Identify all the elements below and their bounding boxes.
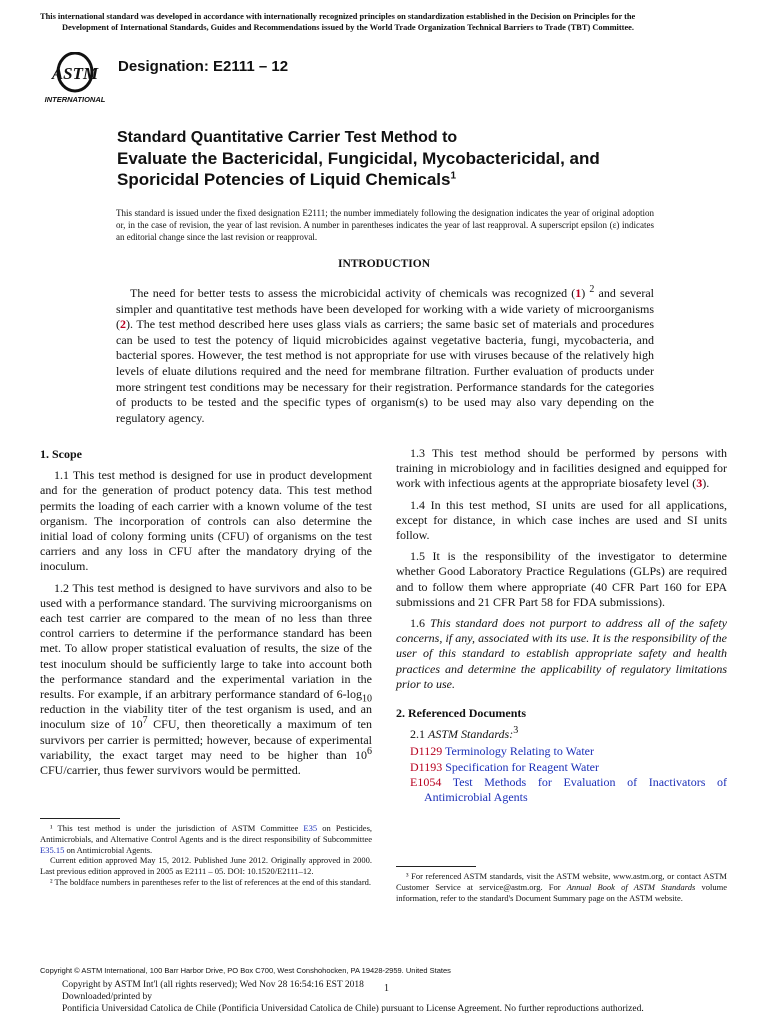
- referenced-item: [396, 744, 727, 759]
- introduction-body: The need for better tests to assess the microbicidal activity of chemicals was recognized (1) $^2$ and several simpler and quantitative test methods have been developed for working with a wide variety of microorganisms (2). The test method described here uses glass vials as carriers; the same basic set of materials and procedures can be used to test the potency of liquid microbicides against vegetative bacteria, fungi, mycobacteria, and bacterial spores. However, the test method is not appropriate for use with viruses because of the relatively high levels of eluate dilutions required and the need for membrane filtration. Further evaluation of products under more stringent test conditions may be necessary for their registration. Performance standards for the categories of products to be tested and the specific types of organism(s) to be used may also vary depending on the regulatory agency.: [116, 284, 655, 425]
- footnote-1: ¹ This test method is under the jurisdiction of ASTM Committee E35 on Pesticides, Antimicrobials, and Alternative Control Agents and is the direct responsibility of Subcommittee E35.15 on Antimicrobial Agents.: [40, 823, 372, 855]
- standard-title-link[interactable]: Terminology Relating to Water: [445, 744, 594, 759]
- standard-code-link[interactable]: E1054: [410, 774, 442, 789]
- section-1-3: 1.3 This test method should be performed by persons with training in microbiology and in facilities designed and equipped for work with infectious agents at the appropriate biosafety level (3).: [396, 446, 727, 491]
- document-title: [117, 128, 677, 190]
- introduction-heading: INTRODUCTION: [337, 258, 430, 270]
- designation: Designation: E2111 – 12: [118, 58, 289, 75]
- tbt-notice-line1: This international standard was developed in accordance with internationally recognized principles on standardization established in the Decision on Principles for the: [40, 12, 636, 21]
- astm-logo: [42, 52, 112, 106]
- standard-title-link[interactable]: Test Methods for Evaluation of Inactivators of Antimicrobial Agents: [424, 774, 727, 805]
- footnote-1-edition: Current edition approved May 15, 2012. Published June 2012. Originally approved in 2000. Last previous edition approved in 2005 as E2111 – 05. DOI: 10.1520/E2111–12.: [40, 855, 372, 877]
- referenced-item: [396, 775, 727, 805]
- download-line-2: Downloaded/printed by: [62, 992, 152, 1002]
- title-footnote-mark: 1: [450, 170, 457, 182]
- logo-subtext: INTERNATIONAL: [44, 95, 106, 104]
- tbt-notice: [40, 12, 730, 33]
- section-1-1: 1.1 This test method is designed for use in product development and for the generation of product potency data. This test method permits the loading of each carrier with a known volume of the test organism. The incorporation of controls can also determine the initial load of colony forming units (CFU) of organisms on the test carriers and any loss in CFU after the mandatory drying of the inoculum.: [40, 468, 372, 574]
- title-line2: Evaluate the Bactericidal, Fungicidal, Mycobactericidal, and: [117, 149, 600, 168]
- standard-code-link[interactable]: D1129: [410, 744, 443, 759]
- section-2-1: 2.1 ASTM Standards:$^3$: [410, 725, 519, 742]
- title-line1: Standard Quantitative Carrier Test Method to: [117, 129, 458, 146]
- referenced-documents-heading: 2. Referenced Documents: [396, 706, 527, 721]
- section-1-2: 1.2 This test method is designed to have survivors and also to be used with a performance standard. The surviving microorganisms on each test carrier are compared to the mean of no less than three control carriers to determine if the performance standard has been met. To allow proper statistical evaluation of results, the size of the test inoculum should be sufficiently large to take into account both the performance standard and the experimental variation in the results. For example, if an arbitrary performance standard of $6-\log_{10}$ reduction in the viability titer of the test organism is used, and an inoculum size of $10^7$ CFU, then theoretically a maximum of ten survivors per carrier is permitted; however, because of experimental variability, the exact target may need to be higher than $10^6$ CFU/carrier, thus fewer survivors would be permitted.: [40, 580, 373, 778]
- scope-heading: 1. Scope: [40, 447, 82, 461]
- footnotes-right: [396, 866, 727, 903]
- copyright-line: Copyright © ASTM International, 100 Barr Harbor Drive, PO Box C700, West Conshohocken, PA 19428-2959. United States: [40, 966, 451, 975]
- referenced-item: [396, 760, 727, 775]
- right-column: [396, 446, 727, 805]
- standard-title-link[interactable]: Specification for Reagent Water: [445, 759, 599, 774]
- left-column: [40, 447, 372, 784]
- footnote-3: ³ For referenced ASTM standards, visit the ASTM website, www.astm.org, or contact ASTM Customer Service at service@astm.org. For Annual Book of ASTM Standards volume information, refer to the standard's Document Summary page on the ASTM website.: [396, 871, 727, 903]
- committee-link[interactable]: E35: [303, 823, 318, 833]
- tbt-notice-line2: Development of International Standards, Guides and Recommendations issued by the World Trade Organization Technical Barriers to Trade (TBT) Committee.: [62, 22, 634, 32]
- section-1-6: 1.6 This standard does not purport to address all of the safety concerns, if any, associated with its use. It is the responsibility of the user of this standard to establish appropriate safety and health practices and determine the applicability of regulatory limitations prior to use.: [396, 616, 728, 691]
- download-line-3: Pontificia Universidad Catolica de Chile (Pontificia Universidad Catolica de Chile) pursuant to License Agreement. No further reproductions authorized.: [62, 1004, 644, 1014]
- title-line3: Sporicidal Potencies of Liquid Chemicals: [117, 170, 451, 189]
- ref-link-1[interactable]: 1: [575, 286, 582, 300]
- intro-footnote-2: 2: [589, 284, 595, 295]
- referenced-standards-list: [396, 744, 727, 805]
- ref-link-2[interactable]: 2: [120, 317, 126, 332]
- subcommittee-link[interactable]: E35.15: [40, 844, 65, 855]
- page-number: 1: [384, 983, 389, 994]
- section-1-4: 1.4 In this test method, SI units are used for all applications, except for distance, in which case inches are used and SI units follow.: [396, 497, 727, 543]
- standard-code-link[interactable]: D1193: [410, 759, 443, 774]
- logo-text: ASTM: [51, 64, 99, 83]
- section-1-5: 1.5 It is the responsibility of the investigator to determine whether Good Laboratory Practice Regulations (GLPs) are required and to follow them where appropriate (40 CFR Part 160 for EPA submissions and 21 CFR Part 58 for FDA submissions).: [396, 549, 727, 609]
- issue-note: This standard is issued under the fixed designation E2111; the number immediately following the designation indicates the year of original adoption or, in the case of revision, the year of last revision. A number in parentheses indicates the year of last reapproval. A superscript epsilon (ε) indicates an editorial change since the last revision or reapproval.: [116, 208, 654, 242]
- footnotes-left: [40, 818, 372, 888]
- download-line-1: Copyright by ASTM Int'l (all rights reserved); Wed Nov 28 16:54:16 EST 2018: [62, 980, 364, 990]
- footnote-2: ² The boldface numbers in parentheses refer to the list of references at the end of this standard.: [50, 876, 372, 887]
- download-notice: [62, 979, 702, 1015]
- ref-link-3[interactable]: 3: [696, 476, 703, 491]
